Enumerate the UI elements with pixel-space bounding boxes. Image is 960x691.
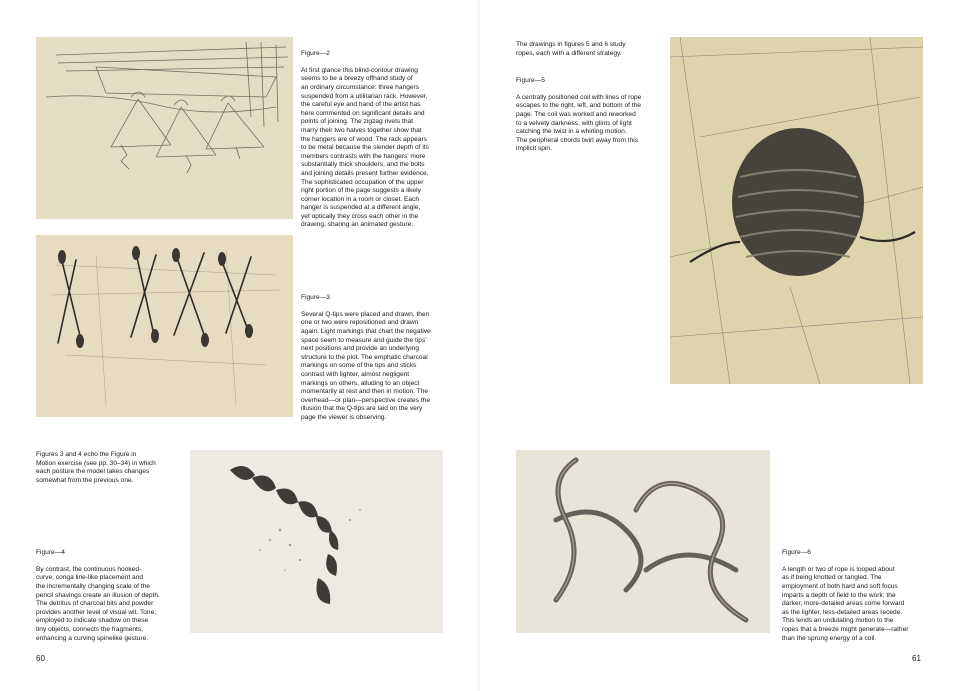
hangers-drawing [36,37,293,219]
figure-5-text: A centrally positioned coil with lines of rope escapes to the right, left, and bottom of the page. The coil was worked and reworked to a velvety darkness, with glints of light catching the twist in a whirling motion. The peripheral chords twirl away from this implicit spin. [516,93,642,153]
figure-3-text: Several Q-tips were placed and drawn, then one or two were repositioned and drawn again. Light markings that chart the negative space seem to measure and guide the tips’ next positions and provide an underlying structure to the plot. The emphatic charcoal markings on some of the tips and sticks contrast with lighter, almost negligent markings on others, alluding to an object momentarily at rest and then in motion. The overhead—or plan—perspective creates the illusion that the Q-tips are laid on the very page the viewer is observing. [301,310,431,421]
figure-6-image [516,450,770,633]
figure-3-caption [301,285,469,423]
right-page-number: 61 [912,654,921,663]
figure-4-caption [36,540,186,643]
figure-3-image [36,235,293,417]
rope-coil-drawing [670,37,923,384]
knotted-rope-drawing [516,450,770,633]
pencil-shavings-drawing [190,450,443,633]
figure-2-caption [301,41,469,230]
figures-3-4-intro: Figures 3 and 4 echo the Figure in Motion exercise (see pp. 30–34) in which each posture the model takes changes somewhat from the previous one. [36,451,156,484]
figure-5-label: Figure—5 [516,76,545,84]
figure-2-label: Figure—2 [301,49,330,57]
figure-2-text: At first glance this blind-contour drawing seems to be a breezy offhand study of an ordinary circumstance: three hangers suspended from a utilitarian rack. However, the careful eye and hand of the artist has here commented on significant details and points of joining. The zigzag rivets that marry their two halves together show that the hangers are of wood. The rack appears to be metal because the slender depth of its members contrasts with the hangers’ more substantially thick shoulders, and the bolts and joining details present further evidence. The sophisticated occupation of the upper right portion of the page suggests a likely corner location in a room or closet. Each hanger is suspended at a different angle, yet optically they cross each other in the drawing, sharing an animated gesture. [301,66,429,229]
left-page-number: 60 [36,654,45,663]
figure-5-image [670,37,923,384]
figure-6-text: A length or two of rope is looped about as if being knotted or tangled. The employment of both hard and soft focus imparts a depth of field to the work: the darker, more-detailed areas come forward as the lighter, less-detailed areas recede. This lends an undulating motion to the ropes that a breeze might generate—rather than the sprung energy of a coil. [782,565,909,642]
qtips-drawing [36,235,293,417]
figure-6-label: Figure—6 [782,548,811,556]
figure-4-image [190,450,443,633]
figure-5-caption [516,68,666,154]
figures-5-6-intro: The drawings in figures 5 and 6 study ropes, each with a different strategy. [516,41,626,57]
figure-3-label: Figure—3 [301,293,330,301]
figure-2-image [36,37,293,219]
figure-6-caption [782,540,932,643]
right-page [480,0,960,691]
figure-4-label: Figure—4 [36,548,65,556]
figure-4-text: By contrast, the continuous hooked- curve, conga line-like placement and the incrementally changing scale of the pencil shavings create an illusion of depth. The detritus of charcoal bits and powder provides another level of visual wit. Tone, employed to indicate shadow on these tiny objects, connects the fragments, enhancing a curving spinelike gesture. [36,565,160,642]
